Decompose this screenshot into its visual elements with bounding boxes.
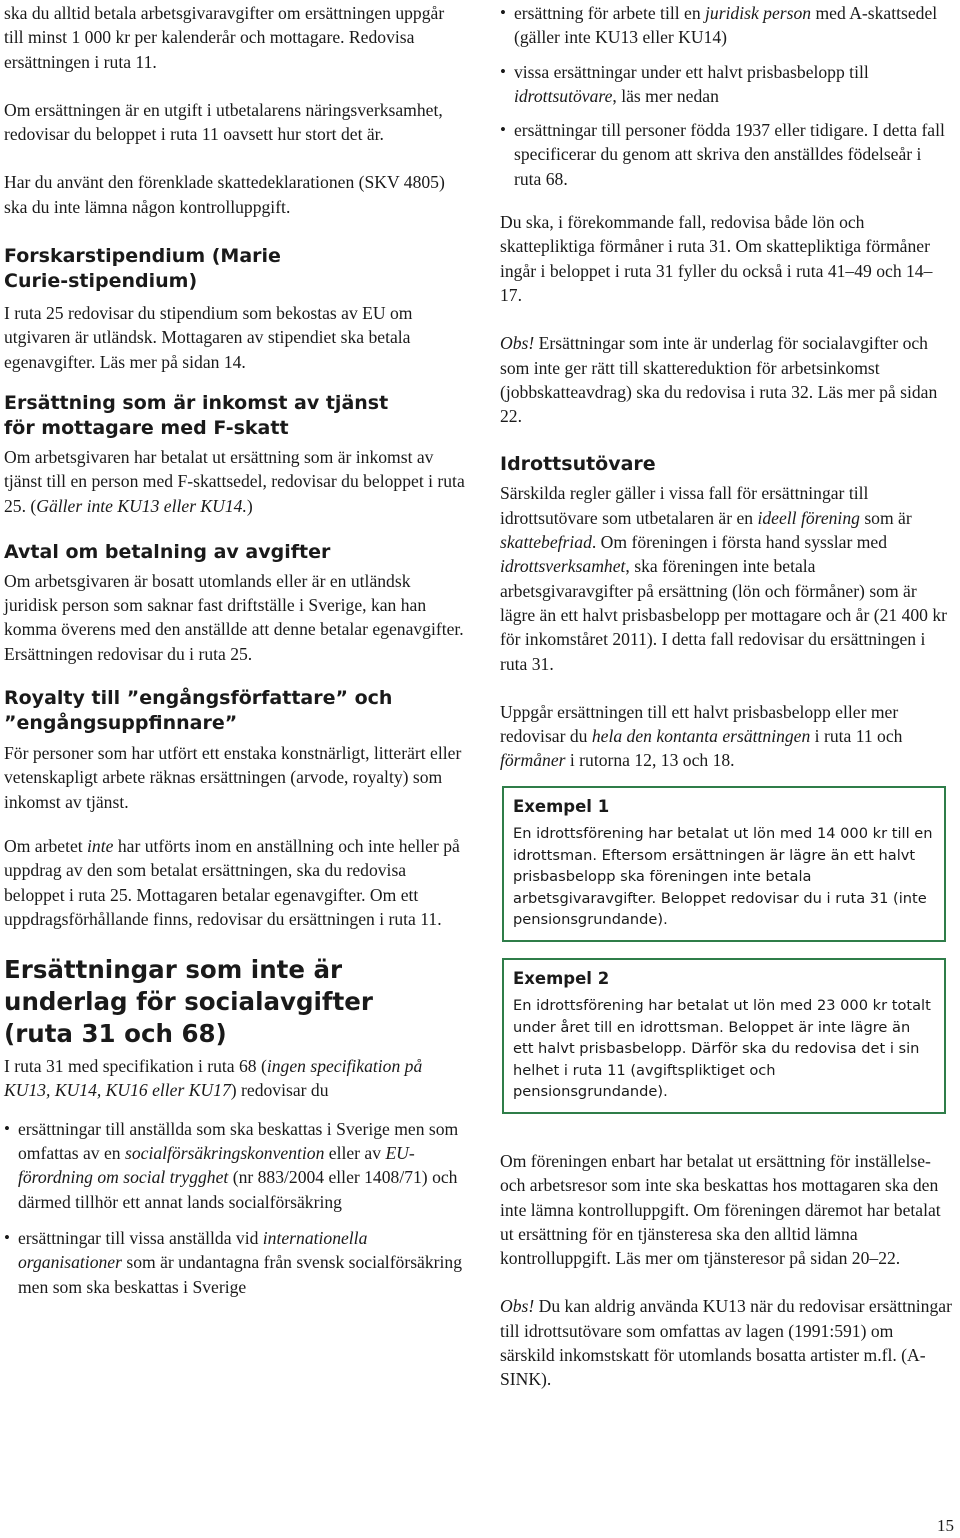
paragraph-obs-a-sink: Obs! Du kan aldrig använda KU13 när du redovisar ersättningar till idrottsutövare som omfattas av lagen (1991:591) om särskild inkomstskatt för utomlands bosatta artister m.fl. (A-SINK). [500, 1296, 952, 1390]
example-box-2 [502, 958, 946, 1114]
example-box-1 [502, 786, 946, 942]
paragraph-f-skatt: Om arbetsgivaren har betalat ut ersättning som är inkomst av tjänst till en person med F-skattsedel, redovisar du beloppet i ruta 25. (Gäller inte KU13 eller KU14.) [4, 446, 465, 516]
bullet-list-right [500, 0, 952, 191]
heading-f-skatt: Ersättning som är inkomst av tjänst för mottagare med F-skatt [4, 391, 389, 439]
paragraph-resor: Om föreningen enbart har betalat ut ersättning för inställelse- och arbetsresor som inte ska beskattas hos mottagaren ska den inte lämna kontrolluppgift. Om föreningen däremot har betalat ut ersättning för en tjänsteresa ska den alltid lämna kontrolluppgift. Läs mer om tjänsteresor på sidan 20–22. [500, 1151, 941, 1269]
paragraph-idrottsutovare: Särskilda regler gäller i vissa fall för ersättningar till idrottsutövare som utbetalaren är en ideell förening som är skattebefriad. Om föreningen i första hand sysslar med idrottsverksamhet, ska föreningen inte betala arbetsgivaravgifter på ersättning (lön och förmåner) som är lägre än ett halvt prisbasbelopp per mottagare och år (21 400 kr för inkomståret 2011). I detta fall redovisar du ersättningen i ruta 31. [500, 483, 948, 674]
list-item: • ersättningar till vissa anställda vid internationella organisationer som är undantagna från svensk socialförsäkring men som ska beskattas i Sverige [4, 1226, 468, 1299]
paragraph-royalty: För personer som har utfört ett enstaka konstnärligt, litterärt eller vetenskapligt arbete räknas ersättningen (arvode, royalty) som inkomst av tjänst. [4, 743, 462, 812]
heading-royalty: Royalty till ”engångsförfattare” och ”engångsuppfinnare” [4, 687, 393, 735]
paragraph-intro: ska du alltid betala arbetsgivaravgifter om ersättningen uppgår till minst 1 000 kr per kalenderår och mottagare. Redovisa ersättningen i ruta 11. [4, 3, 445, 72]
heading-ersattningar-socialavgifter: Ersättningar som inte är underlag för socialavgifter (ruta 31 och 68) [4, 955, 373, 1049]
list-item: • ersättningar till personer födda 1937 eller tidigare. I detta fall specificerar du genom att skriva den anställdes födelseår i ruta 68. [500, 118, 952, 191]
right-column [500, 0, 952, 773]
left-column [4, 0, 468, 1309]
example-title: Exempel 1 [513, 797, 610, 816]
paragraph-avtal: Om arbetsgivaren är bosatt utomlands eller är en utländsk juridisk person som saknar fast driftställe i Sverige, kan han komma överens med den anställde att denne betalar egenavgifter. Ersättningen redovisar du i ruta 25. [4, 570, 464, 664]
list-item: • ersättningar till anställda som ska beskattas i Sverige men som omfattas av en socialförsäkringskonvention eller av EU-förordning om social trygghet (nr 883/2004 eller 1408/71) och därmed tillhör ett annat lands socialförsäkring [4, 1117, 468, 1214]
heading-idrottsutovare: Idrottsutövare [500, 453, 656, 476]
paragraph-ruta-31: I ruta 31 med specifikation i ruta 68 (ingen specifikation på KU13, KU14, KU16 eller KU17) redovisar du [4, 1056, 423, 1101]
example-title: Exempel 2 [513, 969, 610, 988]
bullet-list-left [4, 1117, 468, 1299]
paragraph-lon-formaner: Du ska, i förekommande fall, redovisa både lön och skattepliktiga förmåner i ruta 31. Om skattepliktiga förmåner ingår i beloppet i ruta 31 fyller du också i ruta 41–49 och 14–17. [500, 212, 933, 305]
heading-forskarstipendium: Forskarstipendium (Marie Curie-stipendium) [4, 245, 281, 293]
heading-avtal: Avtal om betalning av avgifter [4, 540, 331, 563]
example-text: En idrottsförening har betalat ut lön med 23 000 kr totalt under året till en idrottsman. Beloppet är inte lägre än ett halvt prisbasbelopp. Därför ska du redovisa det i sin helhet i ruta 11 (avgiftspliktiget och pensionsgrundande). [513, 997, 931, 1101]
page-number: 15 [937, 1516, 954, 1535]
paragraph-inte-anstallning: Om arbetet inte har utförts inom en anställning och inte heller på uppdrag av den som betalat ersättningen, ska du redovisa beloppet i ruta 25. Mottagaren betalar egenavgifter. Om ett uppdragsförhållande finns, redovisar du ersättningen i ruta 11. [4, 835, 460, 929]
paragraph-forskarstipendium: I ruta 25 redovisar du stipendium som bekostas av EU om utgivaren är utländsk. Mottagaren av stipendiet ska betala egenavgifter. Läs mer på sidan 14. [4, 303, 413, 372]
paragraph-forenklad-deklaration: Har du använt den förenklade skattedeklarationen (SKV 4805) ska du inte lämna någon kontrolluppgift. [4, 172, 445, 217]
paragraph-halvt-prisbasbelopp: Uppgår ersättningen till ett halvt prisbasbelopp eller mer redovisar du hela den kontanta ersättningen i ruta 11 och förmåner i rutorna 12, 13 och 18. [500, 701, 903, 771]
right-column-bottom [500, 1149, 952, 1392]
list-item: • vissa ersättningar under ett halvt prisbasbelopp till idrottsutövare, läs mer nedan [500, 60, 952, 109]
paragraph-obs-ruta-32: Obs! Ersättningar som inte är underlag för socialavgifter och som inte ger rätt till skattereduktion för arbetsinkomst (jobbskatteavdrag) ska du redovisa i ruta 32. Läs mer på sidan 22. [500, 333, 938, 427]
paragraph-naringsverksamhet: Om ersättningen är en utgift i utbetalarens näringsverksamhet, redovisar du beloppet i ruta 11 oavsett hur stort det är. [4, 99, 443, 145]
list-item: • ersättning för arbete till en juridisk person med A-skattsedel (gäller inte KU13 eller KU14) [500, 1, 952, 50]
example-text: En idrottsförening har betalat ut lön med 14 000 kr till en idrottsman. Eftersom ersättningen är lägre än ett halvt prisbasbelopp ska föreningen inte betala arbetsgivaravgifter. Beloppet redovisar du i ruta 31 (inte pensionsgrundande). [513, 825, 933, 929]
